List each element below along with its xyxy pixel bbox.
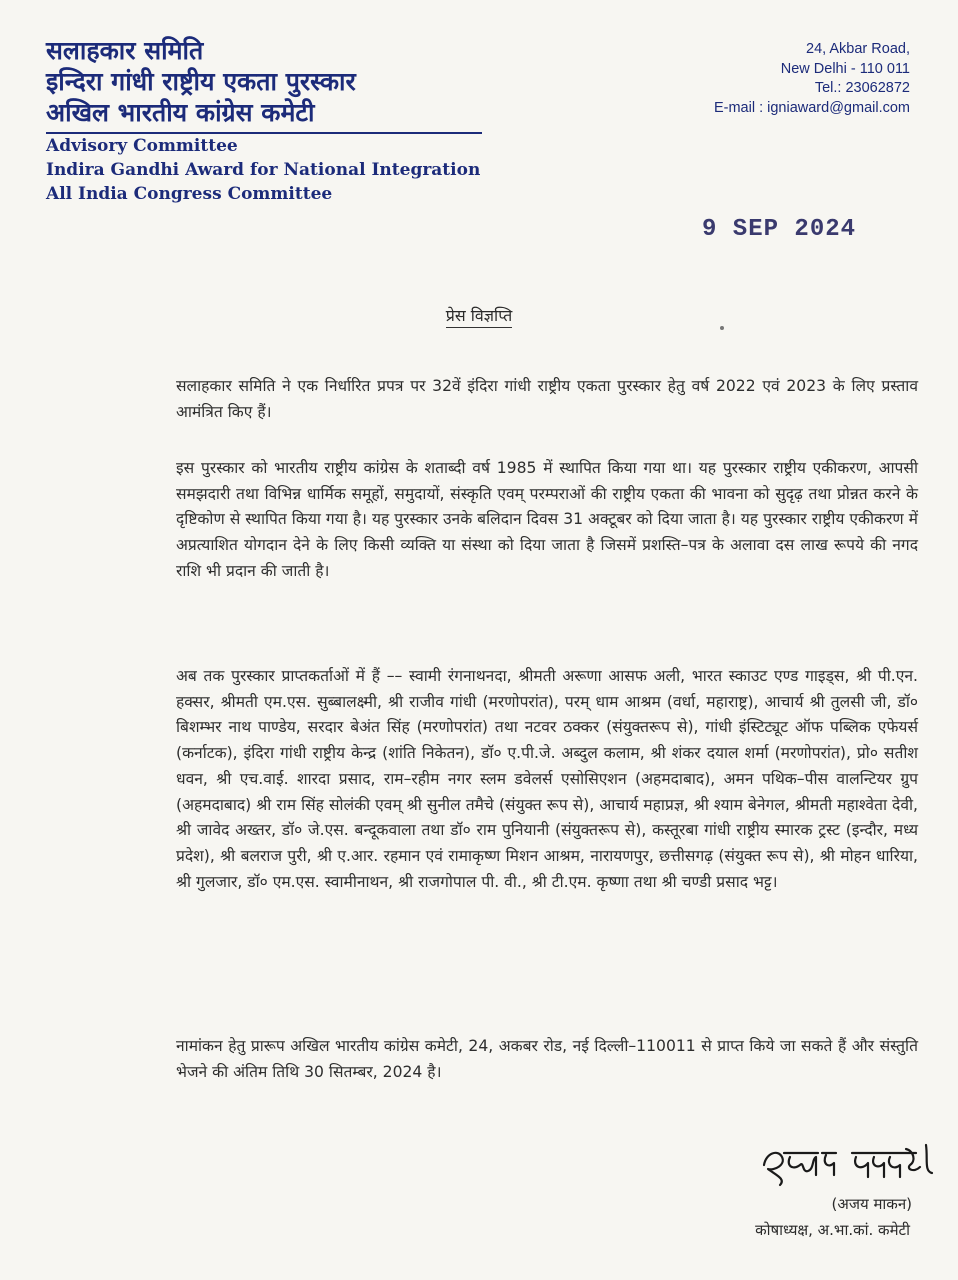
paragraph-about-award: इस पुरस्कार को भारतीय राष्ट्रीय कांग्रेस के शताब्दी वर्ष 1985 में स्थापित किया गया था। यह पुरस्कार राष्ट्रीय एकीकरण, आपसी समझदारी तथा विभिन्न धार्मिक समूहों, समुदायों, संस्कृति एवम् परम्पराओं की राष्ट्रीय एकता की भावना को सुदृढ़ तथा प्रोन्नत करने के दृष्टिकोण से स्थापित किया गया है। यह पुरस्कार उनके बलिदान दिवस 31 अक्टूबर को दिया जाता है। यह पुरस्कार राष्ट्रीय एकीकरण में अप्रत्याशित योगदान देने के लिए किसी व्यक्ति या संस्था को दिया जाता है जिसमें प्रशस्ति–पत्र के अलावा दस लाख रूपये की नगद राशि भी प्रदान की जाती है। (176, 459, 918, 580)
letterhead-english-line1: Advisory Committee (46, 136, 238, 156)
signatory-name: (अजय माकन) (831, 1195, 912, 1213)
ink-speck (720, 326, 724, 330)
letterhead-english-line3: All India Congress Committee (46, 184, 333, 204)
address-line1: 24, Akbar Road, (806, 41, 910, 57)
letterhead-hindi-line2: इन्दिरा गांधी राष्ट्रीय एकता पुरस्कार (46, 67, 356, 96)
signatory-designation: कोषाध्यक्ष, अ.भा.कां. कमेटी (755, 1221, 910, 1239)
address-block (714, 40, 910, 118)
letterhead-hindi-line3: अखिल भारतीय कांग्रेस कमेटी (46, 98, 315, 127)
paragraph-nomination-info: नामांकन हेतु प्रारूप अखिल भारतीय कांग्रेस कमेटी, 24, अकबर रोड, नई दिल्ली–110011 से प्राप्त किये जा सकते हैं और संस्तुति भेजने की अंतिम तिथि 30 सितम्बर, 2024 है। (176, 1037, 918, 1081)
letterhead-hindi-line1: सलाहकार समिति (46, 36, 204, 65)
paragraph-past-recipients: अब तक पुरस्कार प्राप्तकर्ताओं में हैं –– स्वामी रंगनाथनदा, श्रीमती अरूणा आसफ अली, भारत स्काउट एण्ड गाइड्स, श्री पी.एन. हक्सर, श्रीमती एम.एस. सुब्बालक्ष्मी, श्री राजीव गांधी (मरणोपरांत), परम् धाम आश्रम (वर्धा, महाराष्ट्र), आचार्य श्री तुलसी जी, डॉ० बिशम्भर नाथ पाण्डेय, सरदार बेअंत सिंह (मरणोपरांत) तथा नटवर ठक्कर (संयुक्तरूप से), गांधी इंस्टिट्यूट ऑफ पब्लिक एफेयर्स (कर्नाटक), इंदिरा गांधी राष्ट्रीय केन्द्र (शांति निकेतन), डॉ० ए.पी.जे. अब्दुल कलाम, श्री शंकर दयाल शर्मा (मरणोपरांत), प्रो० सतीश धवन, श्री एच.वाई. शारदा प्रसाद, राम–रहीम नगर स्लम डवेलर्स एसोसिएशन (अहमदाबाद), अमन पथिक–पीस वालन्टियर ग्रुप (अहमदाबाद) श्री राम सिंह सोलंकी एवम् श्री सुनील तमैचे (संयुक्त रूप से), आचार्य महाप्रज्ञ, श्री श्याम बेनेगल, श्रीमती महाश्वेता देवी, श्री जावेद अख्तर, डॉ० जे.एस. बन्दूकवाला तथा डॉ० राम पुनियानी (संयुक्तरूप से), कस्तूरबा गांधी राष्ट्रीय स्मारक ट्रस्ट (इन्दौर, मध्य प्रदेश), श्री बलराज पुरी, श्री ए.आर. रहमान एवं रामाकृष्ण मिशन आश्रम, नारायणपुर, छत्तीसगढ़ (संयुक्त रूप से), श्री मोहन धारिया, श्री गुलजार, डॉ० एम.एस. स्वामीनाथन, श्री राजगोपाल पी. वी., श्री टी.एम. कृष्णा तथा श्री चण्डी प्रसाद भट्ट। (176, 667, 918, 891)
document-title: प्रेस विज्ञप्ति (446, 306, 513, 328)
paragraph-invitation: सलाहकार समिति ने एक निर्धारित प्रपत्र पर 32वें इंदिरा गांधी राष्ट्रीय एकता पुरस्कार हेतु वर्ष 2022 एवं 2023 के लिए प्रस्ताव आमंत्रित किए हैं। (176, 377, 918, 421)
document-title-wrap (0, 304, 958, 326)
handwritten-signature (756, 1135, 956, 1195)
address-email: E-mail : igniaward@gmail.com (713, 99, 910, 116)
address-line2: New Delhi - 110 011 (780, 60, 910, 77)
address-phone: Tel.: 23062872 (814, 80, 910, 96)
letterhead-english-line2: Indira Gandhi Award for National Integration (46, 160, 481, 180)
date-stamp: 9 SEP 2024 (702, 216, 857, 243)
